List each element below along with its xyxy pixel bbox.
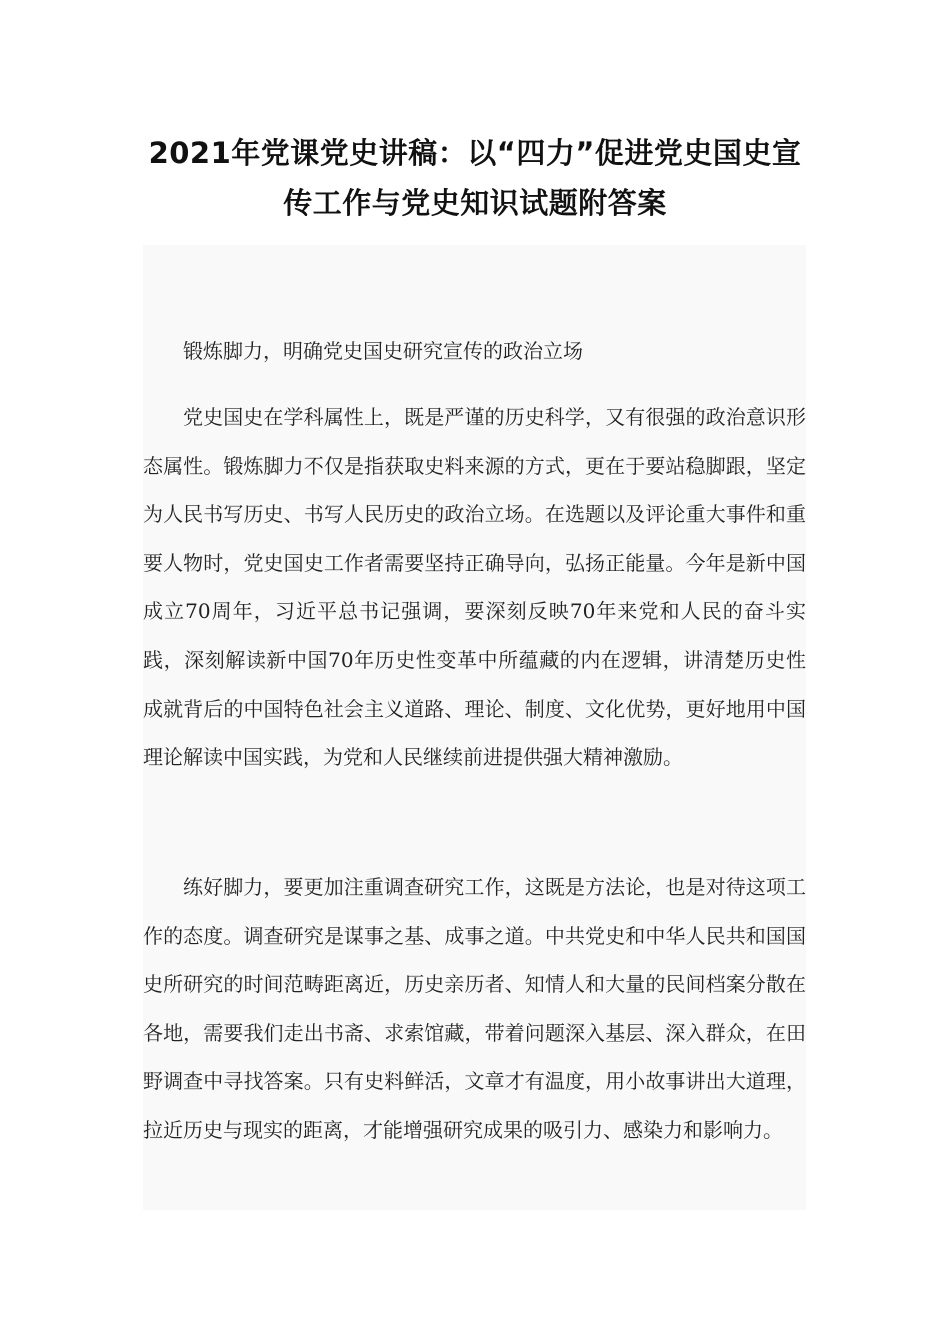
paragraph-heading: 锻炼脚力，明确党史国史研究宣传的政治立场 [183,339,583,363]
paragraph: 党史国史在学科属性上，既是严谨的历史科学，又有很强的政治意识形态属性。锻炼脚力不仅是指获取史料来源的方式，更在于要站稳脚跟，坚定为人民书写历史、书写人民历史的政治立场。在选题以及评论重大事件和重要人物时，党史国史工作者需要坚持正确导向，弘扬正能量。今年是新中国成立70周年，习近平总书记强调，要深刻反映70年来党和人民的奋斗实践，深刻解读新中国70年历史性变革中所蕴藏的内在逻辑，讲清楚历史性成就背后的中国特色社会主义道路、理论、制度、文化优势，更好地用中国理论解读中国实践，为党和人民继续前进提供强大精神激励。 [143,405,806,770]
paragraph: 练好脚力，要更加注重调查研究工作，这既是方法论，也是对待这项工作的态度。调查研究是谋事之基、成事之道。中共党史和中华人民共和国国史所研究的时间范畴距离近，历史亲历者、知情人和大量的民间档案分散在各地，需要我们走出书斋、求索馆藏，带着问题深入基层、深入群众，在田野调查中寻找答案。只有史料鲜活，文章才有温度，用小故事讲出大道理，拉近历史与现实的距离，才能增强研究成果的吸引力、感染力和影响力。 [143,875,806,1142]
document-title-line-1: 2021年党课党史讲稿：以“四力”促进党史国史宣 [148,136,802,170]
document-body [143,245,806,1210]
document-title-line-2: 传工作与党史知识试题附答案 [283,186,667,220]
document-title [120,128,830,228]
